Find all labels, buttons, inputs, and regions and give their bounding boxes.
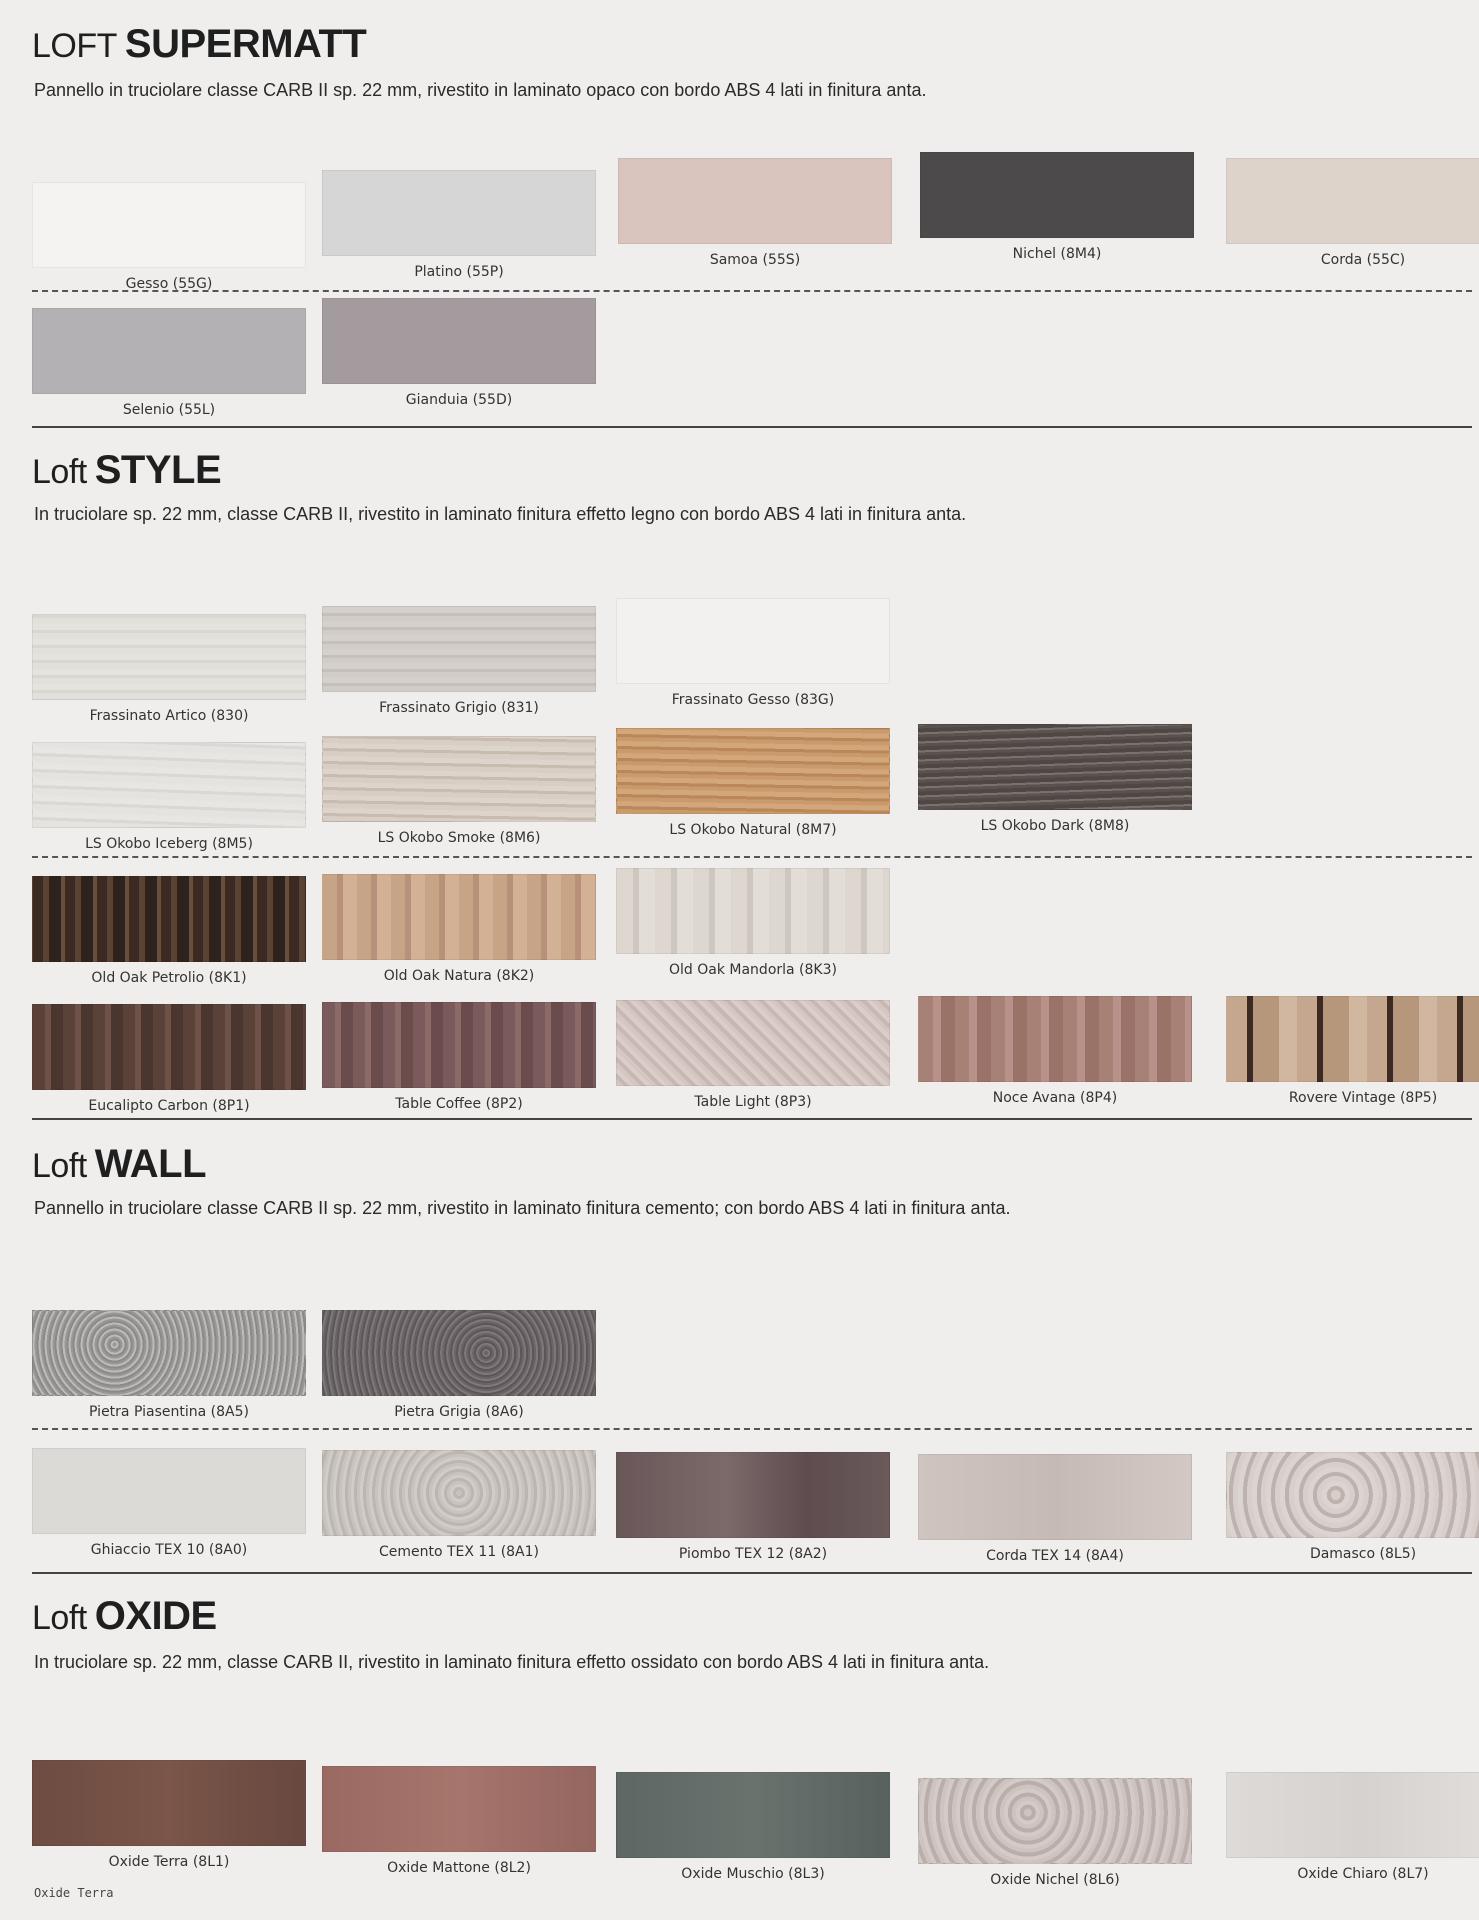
swatch-label: Frassinato Gesso (83G) — [671, 692, 835, 708]
swatch-chip — [918, 724, 1192, 810]
swatch-label: Rovere Vintage (8P5) — [1288, 1090, 1438, 1106]
swatch-label: Damasco (8L5) — [1309, 1546, 1417, 1562]
swatch-chip — [616, 598, 890, 684]
swatch-chip — [616, 1772, 890, 1858]
section-divider — [32, 1118, 1472, 1120]
swatch-label: Piombo TEX 12 (8A2) — [678, 1546, 828, 1562]
swatch-chip — [32, 182, 306, 268]
section-title — [32, 1594, 217, 1639]
swatch-label: Table Coffee (8P2) — [395, 1096, 523, 1112]
swatch-label: Ghiaccio TEX 10 (8A0) — [90, 1542, 248, 1558]
swatch — [616, 728, 890, 838]
swatch — [322, 736, 596, 846]
swatch — [920, 152, 1194, 262]
swatch-chip — [322, 1450, 596, 1536]
swatch-label: Oxide Muschio (8L3) — [681, 1866, 825, 1882]
section-supermatt — [32, 22, 1472, 442]
title-light: LOFT — [32, 27, 117, 65]
swatch-label: Noce Avana (8P4) — [992, 1090, 1118, 1106]
swatch-chip — [32, 1448, 306, 1534]
swatch-label: Oxide Terra (8L1) — [108, 1854, 230, 1870]
swatch — [32, 1004, 306, 1114]
swatch-label: Selenio (55L) — [122, 402, 216, 418]
swatch — [616, 1452, 890, 1562]
swatch — [1226, 158, 1479, 268]
swatch-chip — [918, 996, 1192, 1082]
swatch-label: LS Okobo Dark (8M8) — [980, 818, 1130, 834]
swatch — [918, 724, 1192, 834]
swatch-chip — [1226, 158, 1479, 244]
swatch-chip — [32, 1310, 306, 1396]
section-title — [32, 448, 221, 493]
swatch — [616, 1000, 890, 1110]
swatch — [616, 1772, 890, 1882]
swatch — [322, 298, 596, 408]
swatch-chip — [920, 152, 1194, 238]
swatch-label: Corda (55C) — [1320, 252, 1406, 268]
swatch — [322, 1766, 596, 1876]
section-style — [32, 448, 1472, 1128]
section-title — [32, 1142, 206, 1187]
section-divider — [32, 1572, 1472, 1574]
swatch — [918, 1454, 1192, 1564]
swatch — [918, 996, 1192, 1106]
title-bold: WALL — [94, 1142, 207, 1186]
swatch — [32, 308, 306, 418]
title-bold: STYLE — [94, 448, 222, 492]
swatch — [616, 868, 890, 978]
swatch-chip — [32, 876, 306, 962]
swatch-chip — [322, 736, 596, 822]
swatch-label: Oxide Nichel (8L6) — [990, 1872, 1120, 1888]
section-oxide — [32, 1594, 1472, 1888]
swatch-chip — [1226, 1772, 1479, 1858]
title-bold: OXIDE — [94, 1594, 217, 1638]
swatch-chip — [1226, 1452, 1479, 1538]
section-description: In truciolare sp. 22 mm, classe CARB II, rivestito in laminato finitura effetto legno con bordo ABS 4 lati in finitura anta. — [34, 504, 967, 524]
swatch-chip — [32, 742, 306, 828]
swatch-chip — [616, 1000, 890, 1086]
swatch-chip — [32, 614, 306, 700]
swatch-label: Gesso (55G) — [125, 276, 213, 292]
swatch-chip — [1226, 996, 1479, 1082]
section-divider — [32, 426, 1472, 428]
swatch-chip — [32, 1760, 306, 1846]
swatch-label: Cemento TEX 11 (8A1) — [378, 1544, 540, 1560]
swatch-label: Corda TEX 14 (8A4) — [986, 1548, 1124, 1564]
swatch-chip — [322, 1310, 596, 1396]
swatch — [32, 1310, 306, 1420]
swatch-label: LS Okobo Smoke (8M6) — [377, 830, 541, 846]
title-light: Loft — [32, 1147, 87, 1185]
swatch — [616, 598, 890, 708]
swatch — [322, 1002, 596, 1112]
swatch-label: Table Light (8P3) — [694, 1094, 812, 1110]
swatch — [322, 874, 596, 984]
swatch-label: LS Okobo Natural (8M7) — [669, 822, 837, 838]
swatch — [1226, 1772, 1479, 1882]
swatch — [32, 742, 306, 852]
swatch-label: Old Oak Petrolio (8K1) — [91, 970, 247, 986]
swatch — [322, 170, 596, 280]
swatch-chip — [322, 874, 596, 960]
title-light: Loft — [32, 453, 87, 491]
swatch-label: Pietra Piasentina (8A5) — [89, 1404, 249, 1420]
title-light: Loft — [32, 1599, 87, 1637]
swatch-label: Old Oak Mandorla (8K3) — [669, 962, 837, 978]
swatch — [322, 1450, 596, 1560]
section-title — [32, 22, 366, 67]
swatch — [918, 1778, 1192, 1888]
swatch-label: Samoa (55S) — [709, 252, 801, 268]
swatch — [32, 182, 306, 292]
section-description: Pannello in truciolare classe CARB II sp. 22 mm, rivestito in laminato finitura cemento; con bordo ABS 4 lati in finitura anta. — [34, 1198, 1011, 1218]
swatch-label: Frassinato Artico (830) — [89, 708, 249, 724]
footer-note: Oxide Terra — [34, 1886, 114, 1900]
swatch-label: Oxide Mattone (8L2) — [387, 1860, 531, 1876]
swatch-chip — [322, 1002, 596, 1088]
swatch-chip — [918, 1454, 1192, 1540]
swatch-chip — [32, 1004, 306, 1090]
swatch — [1226, 1452, 1479, 1562]
swatch-chip — [32, 308, 306, 394]
swatch-label: Eucalipto Carbon (8P1) — [88, 1098, 250, 1114]
section-description: In truciolare sp. 22 mm, classe CARB II, rivestito in laminato finitura effetto ossidato con bordo ABS 4 lati in finitura anta. — [34, 1652, 990, 1672]
swatch-chip — [322, 606, 596, 692]
swatch-chip — [616, 1452, 890, 1538]
section-description: Pannello in truciolare classe CARB II sp. 22 mm, rivestito in laminato opaco con bordo ABS 4 lati in finitura anta. — [34, 80, 927, 100]
swatch-chip — [322, 170, 596, 256]
title-bold: SUPERMATT — [124, 22, 367, 66]
swatch-label: Pietra Grigia (8A6) — [394, 1404, 524, 1420]
swatch-label: Old Oak Natura (8K2) — [383, 968, 535, 984]
swatch-chip — [618, 158, 892, 244]
swatch — [32, 1760, 306, 1870]
swatch-chip — [322, 298, 596, 384]
section-wall — [32, 1142, 1472, 1582]
swatch — [322, 606, 596, 716]
row-divider — [32, 290, 1472, 292]
swatch — [1226, 996, 1479, 1106]
swatch — [32, 876, 306, 986]
swatch-label: Frassinato Grigio (831) — [379, 700, 539, 716]
swatch-label: LS Okobo Iceberg (8M5) — [85, 836, 253, 852]
swatch — [322, 1310, 596, 1420]
swatch-label: Gianduia (55D) — [405, 392, 513, 408]
swatch — [32, 614, 306, 724]
swatch-chip — [322, 1766, 596, 1852]
swatch-label: Nichel (8M4) — [1012, 246, 1102, 262]
row-divider — [32, 856, 1472, 858]
swatch — [32, 1448, 306, 1558]
swatch-chip — [918, 1778, 1192, 1864]
swatch-chip — [616, 868, 890, 954]
swatch-label: Platino (55P) — [414, 264, 504, 280]
swatch-label: Oxide Chiaro (8L7) — [1297, 1866, 1429, 1882]
swatch — [618, 158, 892, 268]
row-divider — [32, 1428, 1472, 1430]
swatch-chip — [616, 728, 890, 814]
